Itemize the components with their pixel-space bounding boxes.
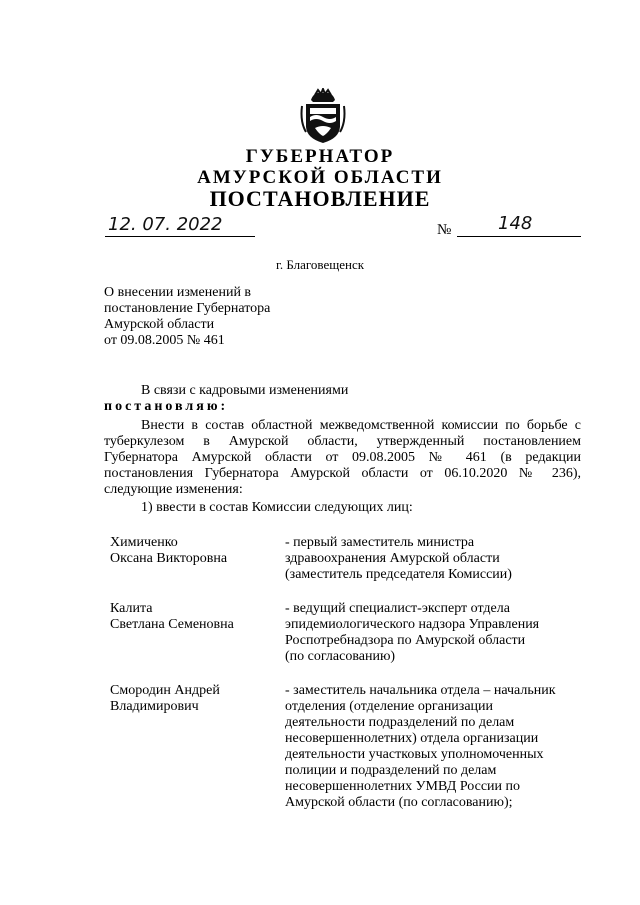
number-underline: [457, 236, 581, 237]
amur-coat-of-arms-icon: [300, 88, 346, 144]
member-3-position-2: отделения (отделение организации: [285, 699, 494, 714]
member-2-surname: Калита: [110, 601, 153, 616]
member-3-position-7: несовершеннолетних УМВД России по: [285, 779, 521, 794]
member-1-position-2: здравоохранения Амурской области: [285, 551, 500, 566]
para1-line-2: туберкулезом в Амурской области, утвержденный постановлением: [104, 434, 581, 449]
member-2-position-1: - ведущий специалист-эксперт отдела: [285, 601, 510, 616]
member-1-position-3: (заместитель председателя Комиссии): [285, 567, 512, 582]
subject-line-3: Амурской области: [104, 317, 215, 332]
handwritten-date: 12. 07. 2022: [108, 214, 223, 235]
member-1-position-1: - первый заместитель министра: [285, 535, 475, 550]
member-3-position-1: - заместитель начальника отдела – начальник: [285, 683, 556, 698]
header-title-decree: ПОСТАНОВЛЕНИЕ: [209, 186, 431, 211]
handwritten-number: 148: [498, 213, 533, 234]
para1-line-4: постановления Губернатора Амурской области от 06.10.2020 № 236),: [104, 466, 581, 481]
decree-word: постановляю:: [104, 399, 229, 414]
member-2-given-names: Светлана Семеновна: [110, 617, 234, 632]
member-2-position-2: эпидемиологического надзора Управления: [285, 617, 540, 632]
subject-line-4: от 09.08.2005 № 461: [104, 333, 225, 348]
member-3-position-3: деятельности подразделений по делам: [285, 715, 515, 730]
subject-line-2: постановление Губернатора: [104, 301, 271, 316]
member-3-position-5: деятельности участковых уполномоченных: [285, 747, 544, 762]
header-title-governor: ГУБЕРНАТОР: [245, 146, 395, 167]
date-underline: [105, 236, 255, 237]
member-3-surname: Смородин Андрей: [110, 683, 220, 698]
para1-line-3: Губернатора Амурской области от 09.08.2005 № 461 (в редакции: [104, 450, 581, 465]
member-2-position-3: Роспотребнадзора по Амурской области: [285, 633, 526, 648]
city-label: г. Благовещенск: [275, 257, 365, 272]
member-3-position-8: Амурской области (по согласованию);: [285, 795, 513, 810]
para1-line-5: следующие изменения:: [104, 482, 243, 497]
subject-line-1: О внесении изменений в: [104, 285, 252, 300]
member-2-position-4: (по согласованию): [285, 649, 396, 664]
para1-line-1: Внести в состав областной межведомственной комиссии по борьбе с: [141, 418, 581, 433]
member-3-given-names: Владимирович: [110, 699, 199, 714]
header-title-region: АМУРСКОЙ ОБЛАСТИ: [197, 167, 443, 188]
item-1: 1) ввести в состав Комиссии следующих лиц:: [141, 500, 413, 515]
member-1-given-names: Оксана Викторовна: [110, 551, 228, 566]
member-1-surname: Химиченко: [110, 535, 178, 550]
member-3-position-6: полиции и подразделений по делам: [285, 763, 497, 778]
number-label: №: [437, 222, 452, 238]
body-intro: В связи с кадровыми изменениями: [141, 383, 349, 398]
member-3-position-4: несовершеннолетних) отдела организации: [285, 731, 539, 746]
